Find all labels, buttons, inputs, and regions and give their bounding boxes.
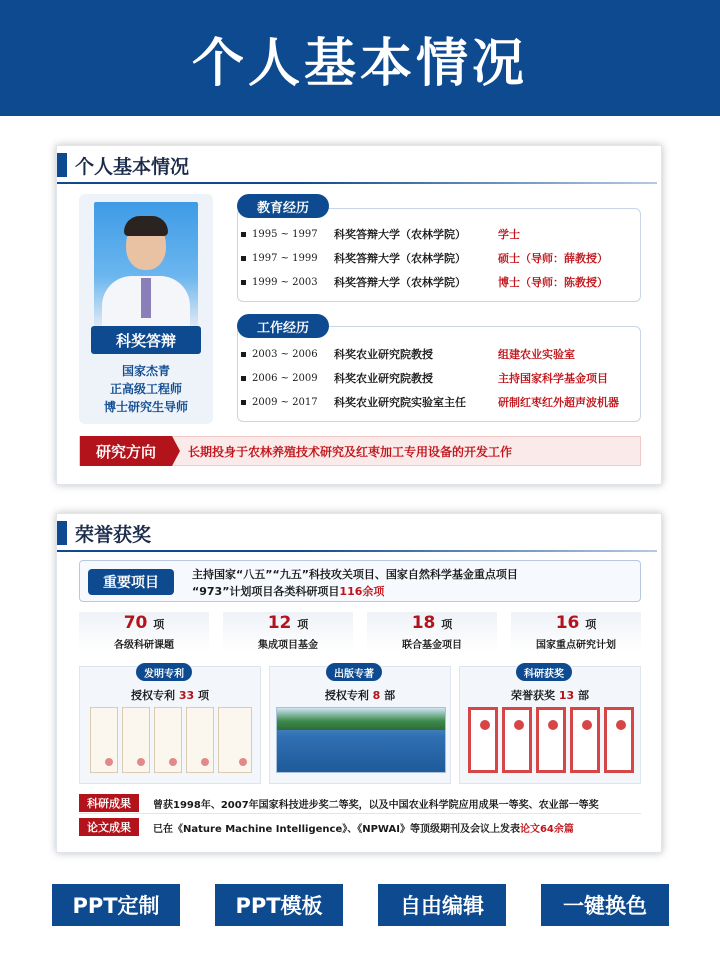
patents-panel [79,666,261,784]
seal-icon [201,758,209,766]
books-panel [269,666,451,784]
education-row [241,248,641,268]
seal-icon [239,758,247,766]
title-bar-accent [57,153,67,177]
ppt-custom-button[interactable]: PPT定制 [52,884,180,926]
slide-title: 荣誉获奖 [75,523,152,546]
work-years: 2006 ~ 2009 [252,372,318,384]
profile-titles [79,362,213,416]
patent-certificate [122,707,150,773]
banner-title: 个人基本情况 [191,33,528,94]
profile-card [79,194,213,424]
bullet-icon [241,280,246,285]
key-projects-line2 [192,583,384,599]
books-tag: 出版专著 [326,663,382,681]
awards-tag: 科研获奖 [516,663,572,681]
stat-unit: 项 [297,618,309,631]
education-label: 教育经历 [237,194,329,218]
work-row [241,344,641,364]
papers-text: 已在《Nature Machine Intelligence》、《NPWAI》等顶级期刊及会议上发表 [153,823,520,835]
slide-header [57,152,661,178]
awards-panel [459,666,641,784]
row-divider [79,813,641,814]
profile-title-item: 正高级工程师 [109,382,182,396]
key-projects-count: 116余项 [339,585,385,598]
education-org: 科奖答辩大学（农林学院） [334,228,466,241]
patent-certificate [218,707,252,773]
research-label: 研究方向 [80,436,172,466]
stat-number: 18 [411,613,436,633]
top-banner [0,0,720,116]
research-results-label: 科研成果 [79,794,139,812]
caption-text: 授权专利 [324,689,369,702]
profile-slide [56,145,662,485]
bullet-icon [241,352,246,357]
education-years: 1997 ~ 1999 [252,252,318,264]
stat-label: 各级科研课题 [114,640,174,651]
stat-unit: 项 [153,618,165,631]
education-row [241,224,641,244]
emblem-icon [480,720,490,730]
bullet-icon [241,376,246,381]
award-certificate [502,707,532,773]
research-direction [79,436,641,466]
stat-card [511,612,641,652]
profile-title-item: 国家杰青 [121,364,170,378]
bullet-icon [241,400,246,405]
emblem-icon [582,720,592,730]
education-degree: 博士（导师：陈教授） [498,276,608,289]
slide-header [57,520,661,546]
stat-card [367,612,497,652]
arrow-right-icon [172,436,180,466]
seal-icon [169,758,177,766]
work-role: 主持国家科学基金项目 [498,372,608,385]
free-edit-button[interactable]: 自由编辑 [378,884,506,926]
stat-unit: 项 [585,618,597,631]
award-certificate [468,707,498,773]
education-degree: 硕士（导师：薛教授） [498,252,608,265]
work-row [241,368,641,388]
work-label: 工作经历 [237,314,329,338]
papers-row [79,818,641,836]
award-certificate [536,707,566,773]
award-certificate [604,707,634,773]
key-projects-line1: 主持国家“八五”“九五”科技攻关项目、国家自然科学基金重点项目 [192,568,518,581]
key-projects-label: 重要项目 [88,569,174,595]
book-covers-image [276,707,446,773]
title-underline [57,550,657,552]
stat-number: 16 [555,613,580,633]
stat-value [511,612,641,636]
work-role: 研制红枣红外超声波机器 [498,396,619,409]
education-years: 1999 ~ 2003 [252,276,318,288]
caption-number: 8 [372,689,381,702]
research-text: 长期投身于农林养殖技术研究及红枣加工专用设备的开发工作 [188,444,513,459]
profile-name: 科奖答辩 [91,326,201,354]
ppt-template-button[interactable]: PPT模板 [215,884,343,926]
photo-tie [141,278,151,318]
stat-card [79,612,209,652]
stat-unit: 项 [441,618,453,631]
caption-unit: 部 [578,689,589,702]
profile-photo [94,202,198,326]
caption-number: 33 [178,689,195,702]
caption-text: 授权专利 [131,689,175,702]
awards-caption [460,687,640,703]
patents-caption [80,687,260,703]
education-org: 科奖答辩大学（农林学院） [334,252,466,265]
stat-label: 国家重点研究计划 [536,640,616,651]
education-years: 1995 ~ 1997 [252,228,318,240]
research-results-row [79,794,641,812]
book-cover-landscape [277,708,445,730]
emblem-icon [548,720,558,730]
stat-card [223,612,353,652]
work-org: 科奖农业研究院教授 [334,348,433,361]
research-results-text: 曾获1998年、2007年国家科技进步奖二等奖，以及中国农业科学院应用成果一等奖、农业部一等奖 [153,799,599,811]
emblem-icon [616,720,626,730]
bullet-icon [241,232,246,237]
stat-number: 70 [123,613,148,633]
stat-label: 联合基金项目 [402,640,462,651]
one-click-recolor-button[interactable]: 一键换色 [541,884,669,926]
caption-text: 荣誉获奖 [511,689,555,702]
title-bar-accent [57,521,67,545]
photo-hair [124,216,168,236]
bullet-icon [241,256,246,261]
papers-count: 论文64余篇 [519,823,574,835]
patent-certificate [154,707,182,773]
stat-value [367,612,497,636]
profile-title-item: 博士研究生导师 [103,400,188,414]
work-row [241,392,641,412]
award-certificate [570,707,600,773]
seal-icon [137,758,145,766]
seal-icon [105,758,113,766]
stat-value [223,612,353,636]
work-years: 2003 ~ 2006 [252,348,318,360]
patent-certificate [90,707,118,773]
title-underline [57,182,657,184]
stat-number: 12 [267,613,292,633]
education-row [241,272,641,292]
papers-label: 论文成果 [79,818,139,836]
key-projects [79,560,641,602]
work-org: 科奖农业研究院实验室主任 [334,396,466,409]
education-degree: 学士 [498,228,520,241]
slide-title: 个人基本情况 [75,155,190,178]
work-org: 科奖农业研究院教授 [334,372,433,385]
stat-label: 集成项目基金 [258,640,318,651]
work-years: 2009 ~ 2017 [252,396,318,408]
honors-slide [56,513,662,853]
key-projects-line2-text: “973”计划项目各类科研项目 [192,585,340,598]
caption-unit: 项 [198,689,209,702]
books-caption [270,687,450,703]
patent-certificate [186,707,214,773]
stat-value [79,612,209,636]
caption-unit: 部 [384,689,396,702]
emblem-icon [514,720,524,730]
education-org: 科奖答辩大学（农林学院） [334,276,466,289]
caption-number: 13 [558,689,575,702]
work-role: 组建农业实验室 [498,348,575,361]
patents-tag: 发明专利 [136,663,192,681]
